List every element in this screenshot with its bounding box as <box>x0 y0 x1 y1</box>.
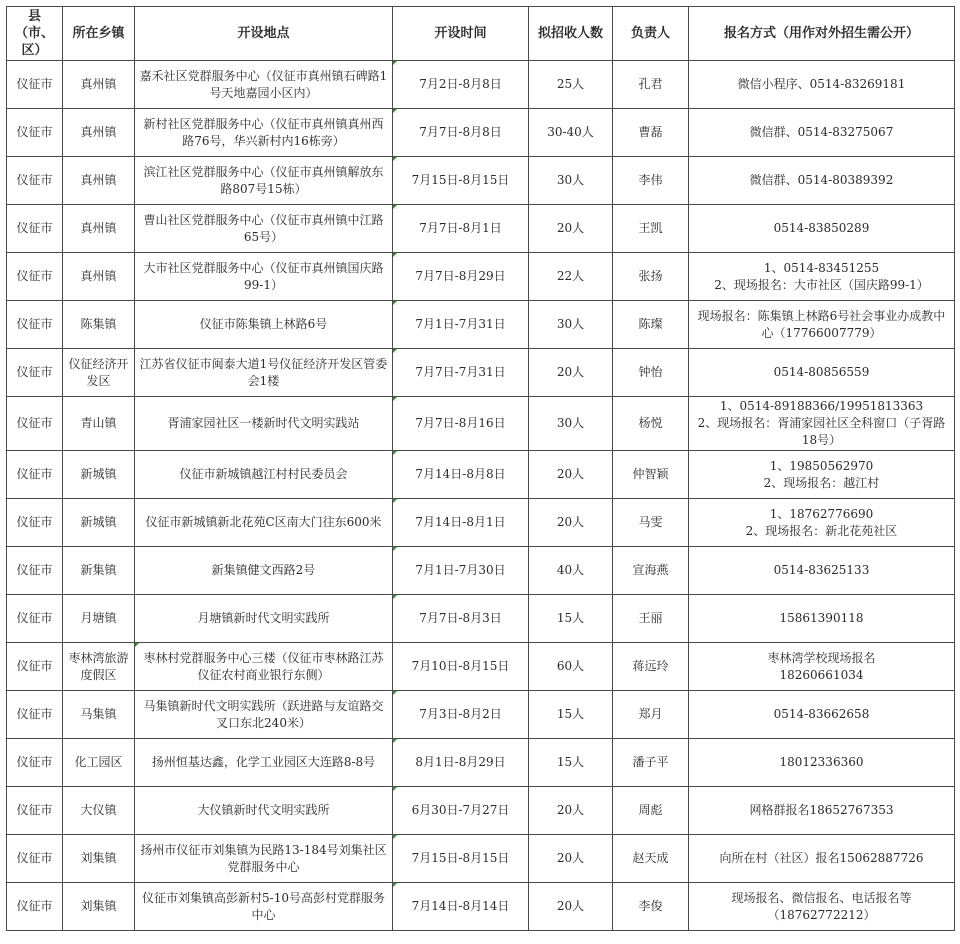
cell-time: 7月14日-8月14日 <box>393 883 529 931</box>
cell-location: 江苏省仪征市闽泰大道1号仪征经济开发区管委会1楼 <box>135 349 393 397</box>
cell-count: 22人 <box>529 253 613 301</box>
table-row <box>7 499 955 547</box>
cell-location: 新集镇健文西路2号 <box>135 547 393 595</box>
cell-count: 20人 <box>529 349 613 397</box>
cell-count: 30人 <box>529 301 613 349</box>
cell-time: 7月7日-8月3日 <box>393 595 529 643</box>
cell-town: 刘集镇 <box>63 835 135 883</box>
cell-county: 仪征市 <box>7 397 63 451</box>
table-row <box>7 547 955 595</box>
cell-person: 仲智颖 <box>613 451 689 499</box>
cell-time: 7月3日-8月2日 <box>393 691 529 739</box>
cell-person: 李伟 <box>613 157 689 205</box>
table-row <box>7 451 955 499</box>
cell-county: 仪征市 <box>7 739 63 787</box>
cell-person: 宣海燕 <box>613 547 689 595</box>
schedule-table <box>6 6 955 931</box>
cell-town: 青山镇 <box>63 397 135 451</box>
cell-town: 新城镇 <box>63 499 135 547</box>
cell-time: 7月7日-7月31日 <box>393 349 529 397</box>
cell-time: 7月7日-8月1日 <box>393 205 529 253</box>
cell-town: 真州镇 <box>63 61 135 109</box>
table-row <box>7 739 955 787</box>
cell-location: 仪征市刘集镇高彭新村5-10号高彭村党群服务中心 <box>135 883 393 931</box>
table-body <box>7 61 955 931</box>
cell-signup: 0514-83625133 <box>689 547 955 595</box>
table-row <box>7 109 955 157</box>
cell-location: 月塘镇新时代文明实践所 <box>135 595 393 643</box>
cell-signup: 1、0514-89188366/19951813363 2、现场报名：胥浦家园社区全科窗口（子胥路18号） <box>689 397 955 451</box>
table-row <box>7 883 955 931</box>
cell-county: 仪征市 <box>7 499 63 547</box>
table-row <box>7 253 955 301</box>
cell-time: 7月2日-8月8日 <box>393 61 529 109</box>
header-count: 拟招收人数 <box>529 7 613 61</box>
cell-location: 滨江社区党群服务中心（仪征市真州镇解放东路807号15栋） <box>135 157 393 205</box>
cell-time: 7月15日-8月15日 <box>393 157 529 205</box>
table-row <box>7 61 955 109</box>
cell-town: 枣林湾旅游度假区 <box>63 643 135 691</box>
cell-location: 新村社区党群服务中心（仪征市真州镇真州西路76号，华兴新村内16栋旁） <box>135 109 393 157</box>
cell-signup: 微信群、0514-80389392 <box>689 157 955 205</box>
cell-count: 20人 <box>529 499 613 547</box>
table-row <box>7 349 955 397</box>
cell-county: 仪征市 <box>7 451 63 499</box>
cell-county: 仪征市 <box>7 883 63 931</box>
cell-county: 仪征市 <box>7 691 63 739</box>
cell-county: 仪征市 <box>7 595 63 643</box>
cell-location: 扬州市仪征市刘集镇为民路13-184号刘集社区党群服务中心 <box>135 835 393 883</box>
cell-location: 曹山社区党群服务中心（仪征市真州镇中江路65号） <box>135 205 393 253</box>
cell-town: 马集镇 <box>63 691 135 739</box>
cell-signup: 微信群、0514-83275067 <box>689 109 955 157</box>
cell-location: 扬州恒基达鑫，化学工业园区大连路8-8号 <box>135 739 393 787</box>
cell-location: 枣林村党群服务中心三楼（仪征市枣林路江苏仪征农村商业银行东侧） <box>135 643 393 691</box>
cell-count: 20人 <box>529 787 613 835</box>
table-row <box>7 643 955 691</box>
cell-town: 新集镇 <box>63 547 135 595</box>
cell-count: 20人 <box>529 451 613 499</box>
cell-signup: 1、18762776690 2、现场报名：新北花苑社区 <box>689 499 955 547</box>
cell-person: 孔君 <box>613 61 689 109</box>
cell-signup: 现场报名、微信报名、电话报名等 （18762772212） <box>689 883 955 931</box>
cell-count: 60人 <box>529 643 613 691</box>
cell-town: 真州镇 <box>63 109 135 157</box>
cell-signup: 现场报名：陈集镇上林路6号社会事业办成教中心（17766007779） <box>689 301 955 349</box>
header-county: 县（市、区） <box>7 7 63 61</box>
cell-location: 仪征市陈集镇上林路6号 <box>135 301 393 349</box>
cell-county: 仪征市 <box>7 205 63 253</box>
cell-time: 8月1日-8月29日 <box>393 739 529 787</box>
cell-town: 刘集镇 <box>63 883 135 931</box>
cell-count: 30人 <box>529 397 613 451</box>
cell-town: 真州镇 <box>63 253 135 301</box>
table-row <box>7 397 955 451</box>
cell-person: 王丽 <box>613 595 689 643</box>
table-row <box>7 595 955 643</box>
cell-count: 30人 <box>529 157 613 205</box>
cell-time: 7月1日-7月30日 <box>393 547 529 595</box>
cell-count: 25人 <box>529 61 613 109</box>
cell-count: 40人 <box>529 547 613 595</box>
cell-location: 嘉禾社区党群服务中心（仪征市真州镇石碑路1号天地嘉园小区内） <box>135 61 393 109</box>
cell-signup: 1、0514-83451255 2、现场报名：大市社区（国庆路99-1） <box>689 253 955 301</box>
cell-signup: 15861390118 <box>689 595 955 643</box>
cell-location: 大仪镇新时代文明实践所 <box>135 787 393 835</box>
cell-time: 7月10日-8月15日 <box>393 643 529 691</box>
cell-county: 仪征市 <box>7 547 63 595</box>
cell-time: 6月30日-7月27日 <box>393 787 529 835</box>
cell-town: 真州镇 <box>63 157 135 205</box>
cell-county: 仪征市 <box>7 349 63 397</box>
cell-county: 仪征市 <box>7 109 63 157</box>
table-row <box>7 157 955 205</box>
cell-person: 钟怡 <box>613 349 689 397</box>
header-signup: 报名方式（用作对外招生需公开） <box>689 7 955 61</box>
cell-signup: 0514-83850289 <box>689 205 955 253</box>
cell-signup: 枣林湾学校现场报名 18260661034 <box>689 643 955 691</box>
header-location: 开设地点 <box>135 7 393 61</box>
cell-signup: 向所在村（社区）报名15062887726 <box>689 835 955 883</box>
cell-time: 7月7日-8月16日 <box>393 397 529 451</box>
cell-county: 仪征市 <box>7 643 63 691</box>
cell-town: 新城镇 <box>63 451 135 499</box>
cell-person: 张扬 <box>613 253 689 301</box>
cell-person: 蒋远玲 <box>613 643 689 691</box>
cell-signup: 0514-83662658 <box>689 691 955 739</box>
cell-town: 月塘镇 <box>63 595 135 643</box>
cell-town: 真州镇 <box>63 205 135 253</box>
table-row <box>7 205 955 253</box>
cell-town: 化工园区 <box>63 739 135 787</box>
cell-person: 郑月 <box>613 691 689 739</box>
cell-county: 仪征市 <box>7 61 63 109</box>
cell-count: 15人 <box>529 595 613 643</box>
cell-town: 大仪镇 <box>63 787 135 835</box>
table-row <box>7 835 955 883</box>
cell-location: 大市社区党群服务中心（仪征市真州镇国庆路99-1） <box>135 253 393 301</box>
cell-count: 15人 <box>529 739 613 787</box>
header-row <box>7 7 955 61</box>
cell-person: 曹磊 <box>613 109 689 157</box>
cell-time: 7月15日-8月15日 <box>393 835 529 883</box>
cell-location: 马集镇新时代文明实践所（跃进路与友谊路交叉口东北240米） <box>135 691 393 739</box>
cell-person: 杨悦 <box>613 397 689 451</box>
header-time: 开设时间 <box>393 7 529 61</box>
cell-person: 马雯 <box>613 499 689 547</box>
cell-location: 仪征市新城镇越江村村民委员会 <box>135 451 393 499</box>
cell-time: 7月14日-8月1日 <box>393 499 529 547</box>
cell-count: 20人 <box>529 883 613 931</box>
cell-person: 赵天成 <box>613 835 689 883</box>
cell-time: 7月7日-8月8日 <box>393 109 529 157</box>
cell-county: 仪征市 <box>7 301 63 349</box>
cell-person: 潘子平 <box>613 739 689 787</box>
cell-person: 周彪 <box>613 787 689 835</box>
cell-count: 20人 <box>529 205 613 253</box>
cell-town: 陈集镇 <box>63 301 135 349</box>
table-row <box>7 301 955 349</box>
cell-count: 30-40人 <box>529 109 613 157</box>
table-row <box>7 787 955 835</box>
cell-location: 胥浦家园社区一楼新时代文明实践站 <box>135 397 393 451</box>
header-town: 所在乡镇 <box>63 7 135 61</box>
cell-signup: 网格群报名18652767353 <box>689 787 955 835</box>
cell-time: 7月1日-7月31日 <box>393 301 529 349</box>
cell-count: 15人 <box>529 691 613 739</box>
cell-signup: 微信小程序、0514-83269181 <box>689 61 955 109</box>
cell-county: 仪征市 <box>7 157 63 205</box>
cell-time: 7月14日-8月8日 <box>393 451 529 499</box>
cell-signup: 0514-80856559 <box>689 349 955 397</box>
cell-county: 仪征市 <box>7 787 63 835</box>
cell-signup: 18012336360 <box>689 739 955 787</box>
cell-person: 王凯 <box>613 205 689 253</box>
cell-time: 7月7日-8月29日 <box>393 253 529 301</box>
cell-location: 仪征市新城镇新北花苑C区南大门往东600米 <box>135 499 393 547</box>
cell-person: 陈璨 <box>613 301 689 349</box>
cell-signup: 1、19850562970 2、现场报名：越江村 <box>689 451 955 499</box>
cell-count: 20人 <box>529 835 613 883</box>
table-row <box>7 691 955 739</box>
cell-town: 仪征经济开发区 <box>63 349 135 397</box>
cell-county: 仪征市 <box>7 253 63 301</box>
cell-person: 李俊 <box>613 883 689 931</box>
header-person: 负责人 <box>613 7 689 61</box>
cell-county: 仪征市 <box>7 835 63 883</box>
